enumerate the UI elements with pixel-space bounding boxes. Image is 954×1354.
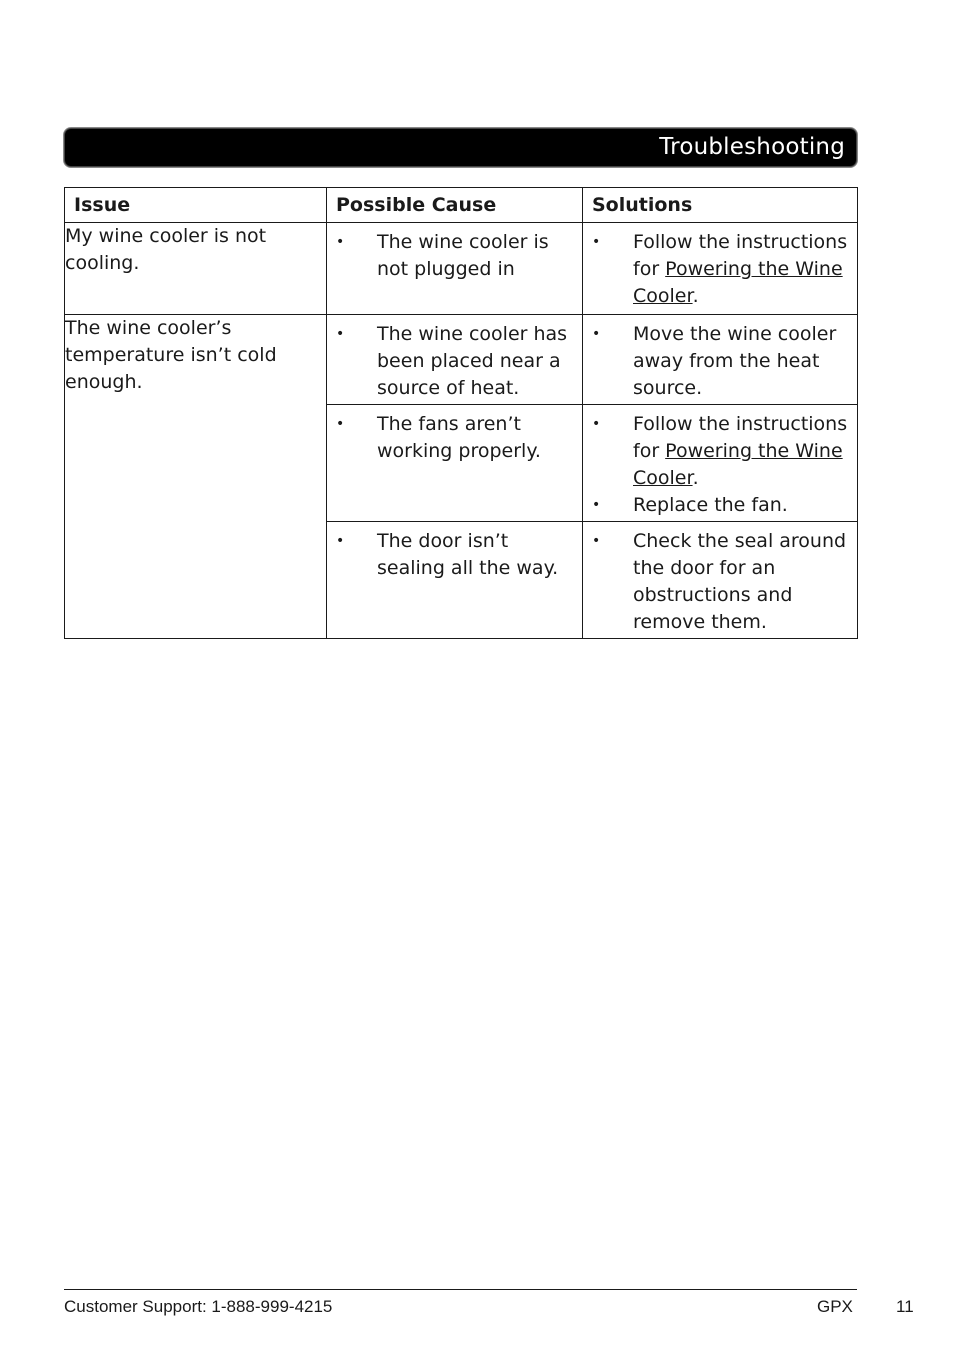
cause-item: • The wine cooler is not plugged in — [327, 229, 576, 283]
cause-cell — [327, 223, 583, 315]
solution-item: • Move the wine cooler away from the heat source. — [583, 321, 851, 402]
solution-item: • Check the seal around the door for an obstructions and remove them. — [583, 528, 851, 636]
section-banner — [64, 128, 857, 167]
solution-cell — [583, 522, 858, 639]
solution-cell — [583, 405, 858, 522]
solution-item: • Replace the fan. — [583, 492, 851, 519]
cause-item: • The door isn’t sealing all the way. — [327, 528, 576, 582]
cause-cell — [327, 315, 583, 405]
solution-item: • Follow the instructions for Powering the Wine Cooler. — [583, 411, 851, 492]
troubleshooting-table — [64, 187, 858, 639]
issue-cell: My wine cooler is not cooling. — [65, 223, 327, 315]
table-row — [65, 223, 858, 315]
column-header-cause: Possible Cause — [327, 188, 583, 223]
table-row — [65, 315, 858, 405]
footer-brand: GPX — [817, 1297, 853, 1316]
customer-support-text: Customer Support: 1-888-999-4215 — [64, 1297, 333, 1316]
issue-cell: The wine cooler’s temperature isn’t cold enough. — [65, 315, 327, 639]
column-header-issue: Issue — [65, 188, 327, 223]
cause-cell — [327, 405, 583, 522]
solution-cell — [583, 315, 858, 405]
cause-item: • The fans aren’t working properly. — [327, 411, 576, 465]
page-number: 11 — [896, 1297, 914, 1316]
table-header-row — [65, 188, 858, 223]
cause-cell — [327, 522, 583, 639]
powering-wine-cooler-link[interactable]: Powering the Wine Cooler — [633, 258, 843, 307]
solution-cell — [583, 223, 858, 315]
column-header-solutions: Solutions — [583, 188, 858, 223]
powering-wine-cooler-link[interactable]: Powering the Wine Cooler — [633, 440, 843, 489]
footer-divider — [64, 1289, 857, 1290]
solution-item: • Follow the instructions for Powering the Wine Cooler. — [583, 229, 851, 310]
section-title: Troubleshooting — [659, 134, 845, 160]
cause-item: • The wine cooler has been placed near a source of heat. — [327, 321, 576, 402]
